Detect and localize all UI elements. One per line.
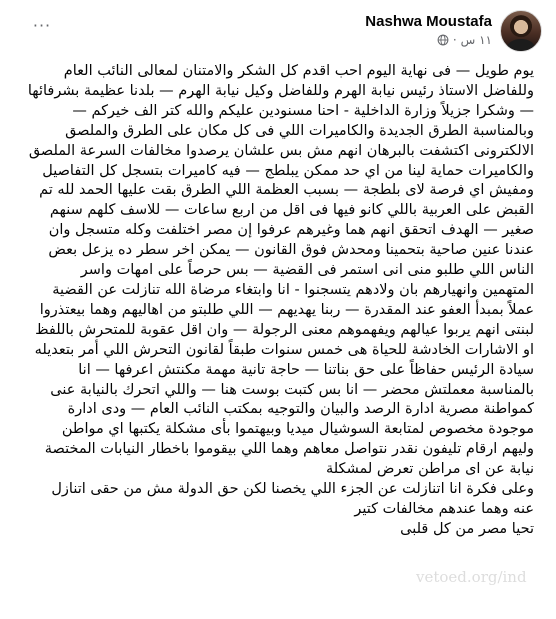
- globe-icon: [437, 34, 449, 46]
- more-options-label: ···: [32, 15, 52, 35]
- post-paragraph-main: يوم طويل — فى نهاية اليوم احب اقدم كل الشكر والامتنان لمعالى النائب العام وللفاضل الاستاذ رئيس نيابة الهرم وللفاضل وكيل نيابة الهرم — بلدنا عظيمة بشرفائها — وشكرا جزيلاً وزارة الداخلية - احنا مسنودين عليكم والله كتر الف خيركم — وبالمناسبة الطرق الجديدة والكاميرات اللي فى كل مكان على الطرق والملصق الالكترونى اكتشفت بالبرهان انهم مش بس علشان يرصدوا مخالفات السرعة الملصق والكاميرات حماية لينا من اي حد ممكن يبلطج — فيه كاميرات بتسجل كل التفاصيل ومفيش اي فرصة لاى بلطجة — بسبب العظمة اللي الطرق بقت عليها الحمد لله تم القبض على العربية باللي كانو فيها فى اقل من اربع ساعات — للاسف كلهم سنهم صغير — الهدف اتحقق انهم هما وغيرهم عرفوا إن مصر اختلفت وكله متسجل وان عندنا عنين صاحية بتحمينا ومحدش فوق القانون — يمكن اخر سطر ده يزعل بعض الناس اللي طلبو منى انى استمر فى القضية — بس حرصاً على امهات واسر المتهمين وانهيارهم بان ولادهم يتسجنوا - انا وابتغاء مرضاة الله تنازلت عن القضية عملاً بمبدأ العفو عند المقدرة — ربنا يهديهم — اللي طلبتو من اهاليهم وهما بيعتذروا لبنتى انهم يربوا عيالهم ويفهموهم معنى الرجولة — وان اقل عقوبة للمتحرش باللفظ او الاشارات الخادشة للحياة هى خمس سنوات طبقاً لقانون التحرش اللي أمر بتعديله سيادة الرئيس حفاظاً على حق بناتنا — حاجة تانية مهمة مكنتش اعرفها — انا بالمناسبة معملتش محضر — انا بس كتبت بوست هنا — واللي اتحرك بالنيابة عنى كمواطنة مصرية ادارة الرصد والبيان والتوجيه بمكتب النائب العام — ودى ادارة موجودة مخصوص لمتابعة السوشيال ميديا وبيهتموا بأى مشكلة يكتبها اي مواطن وليهم ارقام تليفون نقدر نتواصل معاهم وهما اللي بيقوموا باخطار النيابات المختصة نيابة عن اى مراطن تعرض لمشكلة: [27, 63, 534, 478]
- post-body: [26, 62, 534, 540]
- post-header: [365, 10, 542, 52]
- post-paragraph-closing: تحيا مصر من كل قلبى: [400, 520, 534, 537]
- separator-dot: ·: [452, 33, 457, 47]
- avatar[interactable]: [500, 10, 542, 52]
- post-meta: [365, 13, 492, 47]
- post-subline: [365, 33, 492, 47]
- watermark: vetoed.org/ind: [416, 568, 527, 586]
- post-paragraph-note: وعلى فكرة انا اتنازلت عن الجزء اللي يخصنا لكن حق الدولة مش من حقى اتنازل عنه وهما عندهم مخالفات كتير: [51, 481, 534, 517]
- avatar-figure: [507, 39, 535, 52]
- more-options-icon[interactable]: [30, 16, 54, 34]
- post-timestamp[interactable]: ١١ س: [460, 33, 492, 47]
- author-name[interactable]: Nashwa Moustafa: [365, 13, 492, 30]
